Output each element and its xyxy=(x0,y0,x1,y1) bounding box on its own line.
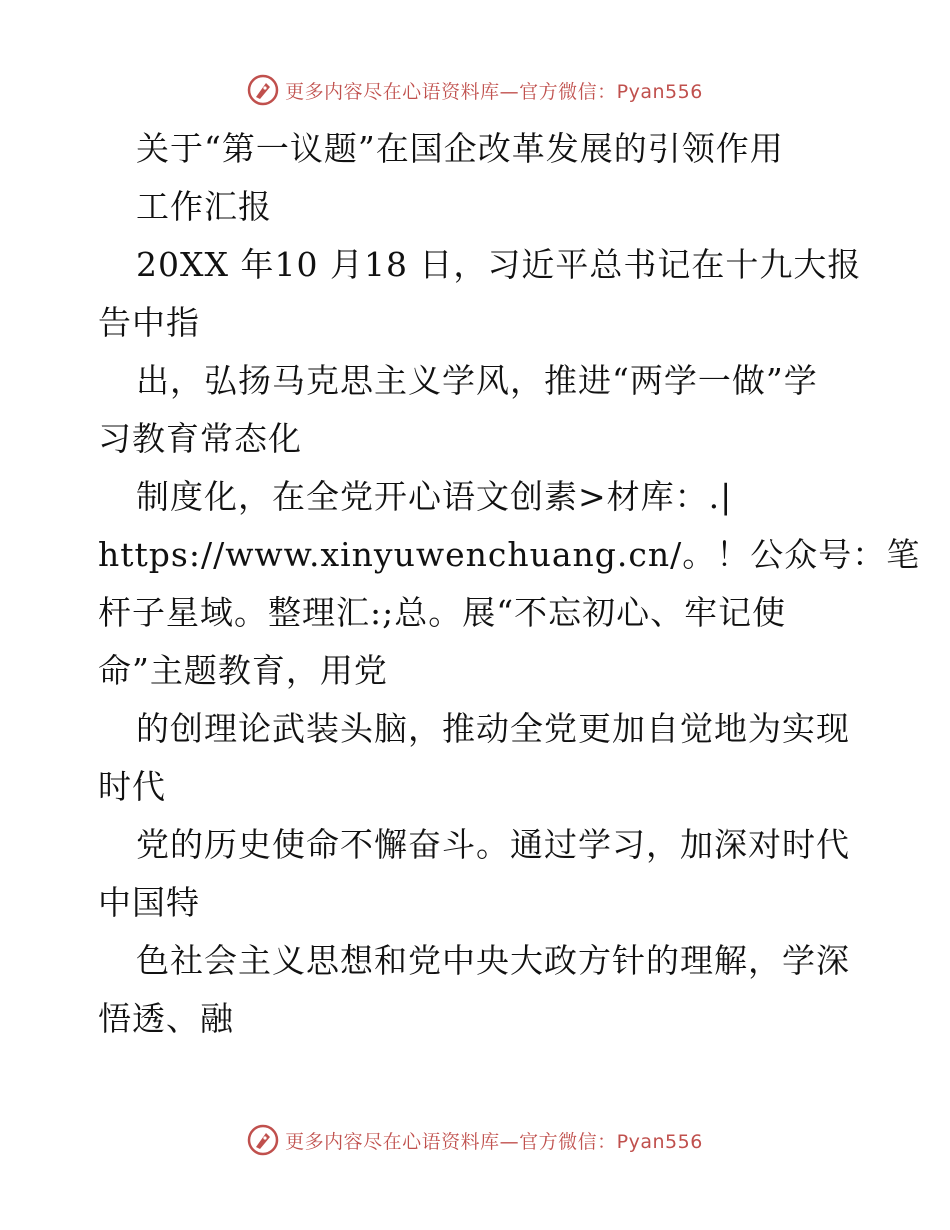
paragraph-line: 20XX 年10 月18 日，习近平总书记在十九大报 xyxy=(136,245,862,284)
paragraph-line: 制度化，在全党开心语文创素>材库：.| xyxy=(136,477,733,516)
document-title: 关于“第一议题”在国企改革发展的引领作用 xyxy=(136,129,784,168)
paragraph-line: 出，弘扬马克思主义学风，推进“两学一做”学 xyxy=(136,361,818,400)
watermark-text: 更多内容尽在心语资料库—官方微信：Pyan556 xyxy=(285,1130,703,1153)
paragraph-line: 色社会主义思想和党中央大政方针的理解，学深 xyxy=(136,941,850,980)
paragraph-line: 命”主题教育，用党 xyxy=(98,651,388,690)
pen-nib-logo-icon xyxy=(247,1124,279,1156)
document-subtitle: 工作汇报 xyxy=(136,187,272,226)
footer-watermark xyxy=(0,1124,950,1156)
paragraph-line: 党的历史使命不懈奋斗。通过学习，加深对时代 xyxy=(136,825,850,864)
paragraph-line: 中国特 xyxy=(98,883,200,922)
document-body xyxy=(98,120,921,1048)
paragraph-line: 时代 xyxy=(98,767,166,806)
paragraph-line: 的创理论武装头脑，推动全党更加自觉地为实现 xyxy=(136,709,850,748)
watermark-text: 更多内容尽在心语资料库—官方微信：Pyan556 xyxy=(285,80,703,103)
paragraph-line: 杆子星域。整理汇:;总。展“不忘初心、牢记使 xyxy=(98,593,787,632)
paragraph-line-url: https://www.xinyuwenchuang.cn/。！公众号：笔 xyxy=(98,535,921,574)
paragraph-line: 告中指 xyxy=(98,303,200,342)
paragraph-line: 习教育常态化 xyxy=(98,419,302,458)
header-watermark xyxy=(0,74,950,106)
pen-nib-logo-icon xyxy=(247,74,279,106)
paragraph-line: 悟透、融 xyxy=(98,999,234,1038)
